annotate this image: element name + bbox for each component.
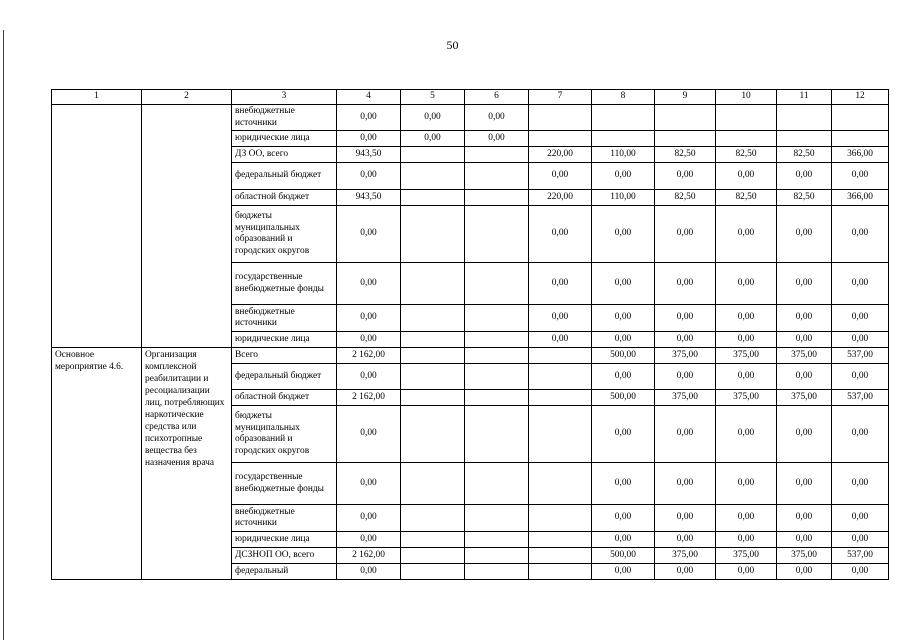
amount-cell: 0,00: [337, 305, 401, 332]
activity-name-cell: [52, 105, 142, 348]
amount-cell: [465, 390, 529, 406]
amount-cell: 375,00: [716, 390, 777, 406]
funding-source-label: федеральный: [232, 564, 337, 580]
funding-source-label: бюджеты муниципальных образований и городских округов: [232, 206, 337, 263]
amount-cell: 0,00: [529, 263, 592, 305]
amount-cell: [529, 463, 592, 505]
amount-cell: [465, 305, 529, 332]
amount-cell: 0,00: [716, 364, 777, 390]
amount-cell: 537,00: [832, 348, 889, 364]
amount-cell: [529, 548, 592, 564]
amount-cell: 0,00: [655, 163, 716, 190]
amount-cell: 110,00: [592, 147, 655, 163]
amount-cell: [529, 390, 592, 406]
amount-cell: 0,00: [832, 406, 889, 463]
amount-cell: 0,00: [832, 305, 889, 332]
amount-cell: 0,00: [465, 105, 529, 131]
funding-source-label: федеральный бюджет: [232, 364, 337, 390]
amount-cell: 0,00: [337, 332, 401, 348]
amount-cell: 0,00: [592, 263, 655, 305]
amount-cell: [401, 147, 465, 163]
amount-cell: 0,00: [716, 406, 777, 463]
amount-cell: 0,00: [337, 505, 401, 532]
amount-cell: 0,00: [716, 206, 777, 263]
table-row: [52, 348, 889, 364]
amount-cell: 500,00: [592, 390, 655, 406]
amount-cell: [401, 505, 465, 532]
amount-cell: [529, 348, 592, 364]
column-number: 11: [777, 90, 832, 105]
column-number: 6: [465, 90, 529, 105]
amount-cell: [716, 105, 777, 131]
amount-cell: 220,00: [529, 147, 592, 163]
amount-cell: 943,50: [337, 190, 401, 206]
funding-source-label: юридические лица: [232, 532, 337, 548]
amount-cell: 375,00: [777, 390, 832, 406]
amount-cell: 220,00: [529, 190, 592, 206]
funding-source-label: государственные внебюджетные фонды: [232, 463, 337, 505]
amount-cell: 0,00: [337, 532, 401, 548]
amount-cell: 0,00: [592, 206, 655, 263]
amount-cell: 0,00: [337, 564, 401, 580]
amount-cell: [465, 532, 529, 548]
amount-cell: [401, 364, 465, 390]
amount-cell: 82,50: [777, 190, 832, 206]
amount-cell: 0,00: [592, 564, 655, 580]
amount-cell: 0,00: [529, 163, 592, 190]
budget-table: [51, 89, 889, 580]
amount-cell: [401, 206, 465, 263]
funding-source-label: бюджеты муниципальных образований и городских округов: [232, 406, 337, 463]
amount-cell: 0,00: [337, 406, 401, 463]
amount-cell: 0,00: [529, 332, 592, 348]
funding-source-label: ДЗ ОО, всего: [232, 147, 337, 163]
column-number: 5: [401, 90, 465, 105]
column-number: 2: [142, 90, 232, 105]
amount-cell: 366,00: [832, 147, 889, 163]
amount-cell: [401, 532, 465, 548]
column-number: 8: [592, 90, 655, 105]
column-number-row: [52, 90, 889, 105]
amount-cell: 0,00: [832, 505, 889, 532]
page-edge-line: [3, 30, 4, 640]
page-number: 50: [446, 38, 459, 52]
amount-cell: [465, 163, 529, 190]
amount-cell: 82,50: [777, 147, 832, 163]
amount-cell: [655, 105, 716, 131]
amount-cell: [465, 406, 529, 463]
amount-cell: 0,00: [832, 532, 889, 548]
funding-source-label: внебюджетные источники: [232, 105, 337, 131]
amount-cell: 0,00: [655, 305, 716, 332]
amount-cell: [777, 105, 832, 131]
amount-cell: [465, 348, 529, 364]
amount-cell: 0,00: [592, 332, 655, 348]
amount-cell: 0,00: [777, 263, 832, 305]
table-row: [52, 105, 889, 131]
amount-cell: 0,00: [777, 206, 832, 263]
activity-description-cell: Организация комплексной реабилитации и ресоциализации лиц, потребляющих наркотические средства или психотропные вещества без назначения врача: [142, 348, 232, 580]
amount-cell: 0,00: [777, 463, 832, 505]
amount-cell: 0,00: [655, 463, 716, 505]
activity-name-cell: Основное мероприятие 4.6.: [52, 348, 142, 580]
amount-cell: 0,00: [655, 332, 716, 348]
column-number: 10: [716, 90, 777, 105]
amount-cell: [832, 131, 889, 147]
budget-table-body: [52, 90, 889, 580]
amount-cell: 0,00: [777, 505, 832, 532]
funding-source-label: областной бюджет: [232, 190, 337, 206]
amount-cell: 375,00: [716, 548, 777, 564]
amount-cell: [465, 332, 529, 348]
amount-cell: 0,00: [716, 332, 777, 348]
amount-cell: [401, 163, 465, 190]
amount-cell: 0,00: [529, 206, 592, 263]
amount-cell: 0,00: [337, 364, 401, 390]
amount-cell: 537,00: [832, 390, 889, 406]
funding-source-label: внебюджетные источники: [232, 305, 337, 332]
amount-cell: 375,00: [777, 348, 832, 364]
amount-cell: 0,00: [832, 332, 889, 348]
amount-cell: [401, 548, 465, 564]
funding-source-label: внебюджетные источники: [232, 505, 337, 532]
amount-cell: [401, 406, 465, 463]
amount-cell: 0,00: [832, 463, 889, 505]
amount-cell: 2 162,00: [337, 390, 401, 406]
amount-cell: 0,00: [592, 163, 655, 190]
amount-cell: [529, 505, 592, 532]
funding-source-label: государственные внебюджетные фонды: [232, 263, 337, 305]
funding-source-label: областной бюджет: [232, 390, 337, 406]
amount-cell: 82,50: [655, 147, 716, 163]
amount-cell: 82,50: [655, 190, 716, 206]
amount-cell: 0,00: [655, 263, 716, 305]
amount-cell: [401, 564, 465, 580]
amount-cell: 0,00: [592, 463, 655, 505]
amount-cell: [465, 263, 529, 305]
amount-cell: 2 162,00: [337, 548, 401, 564]
amount-cell: [529, 131, 592, 147]
column-number: 9: [655, 90, 716, 105]
amount-cell: 0,00: [655, 364, 716, 390]
amount-cell: 0,00: [777, 564, 832, 580]
amount-cell: 0,00: [655, 505, 716, 532]
amount-cell: [465, 147, 529, 163]
amount-cell: 375,00: [655, 390, 716, 406]
column-number: 12: [832, 90, 889, 105]
amount-cell: 0,00: [777, 406, 832, 463]
amount-cell: 0,00: [465, 131, 529, 147]
amount-cell: 0,00: [777, 332, 832, 348]
amount-cell: [529, 105, 592, 131]
amount-cell: [465, 364, 529, 390]
amount-cell: 0,00: [592, 364, 655, 390]
funding-source-label: юридические лица: [232, 332, 337, 348]
amount-cell: [465, 505, 529, 532]
amount-cell: [655, 131, 716, 147]
amount-cell: 0,00: [716, 163, 777, 190]
amount-cell: [465, 564, 529, 580]
amount-cell: 2 162,00: [337, 348, 401, 364]
amount-cell: [401, 305, 465, 332]
amount-cell: 0,00: [337, 105, 401, 131]
column-number: 4: [337, 90, 401, 105]
amount-cell: [465, 463, 529, 505]
amount-cell: 0,00: [655, 564, 716, 580]
amount-cell: 0,00: [716, 263, 777, 305]
amount-cell: 537,00: [832, 548, 889, 564]
amount-cell: [401, 190, 465, 206]
amount-cell: [529, 406, 592, 463]
amount-cell: 0,00: [777, 532, 832, 548]
amount-cell: 500,00: [592, 348, 655, 364]
amount-cell: 375,00: [777, 548, 832, 564]
amount-cell: [592, 105, 655, 131]
amount-cell: [401, 263, 465, 305]
amount-cell: 110,00: [592, 190, 655, 206]
amount-cell: 0,00: [401, 105, 465, 131]
amount-cell: 0,00: [832, 263, 889, 305]
funding-source-label: юридические лица: [232, 131, 337, 147]
amount-cell: 943,50: [337, 147, 401, 163]
amount-cell: 0,00: [832, 206, 889, 263]
column-number: 3: [232, 90, 337, 105]
amount-cell: [716, 131, 777, 147]
amount-cell: 0,00: [337, 163, 401, 190]
amount-cell: 0,00: [716, 532, 777, 548]
amount-cell: [777, 131, 832, 147]
amount-cell: 0,00: [592, 406, 655, 463]
amount-cell: 0,00: [655, 206, 716, 263]
amount-cell: 0,00: [777, 163, 832, 190]
funding-source-label: Всего: [232, 348, 337, 364]
amount-cell: [401, 332, 465, 348]
amount-cell: 0,00: [832, 163, 889, 190]
amount-cell: [592, 131, 655, 147]
amount-cell: 82,50: [716, 190, 777, 206]
amount-cell: [529, 364, 592, 390]
amount-cell: [401, 463, 465, 505]
amount-cell: 0,00: [777, 305, 832, 332]
funding-source-label: федеральный бюджет: [232, 163, 337, 190]
amount-cell: [832, 105, 889, 131]
amount-cell: 375,00: [655, 548, 716, 564]
amount-cell: [401, 348, 465, 364]
amount-cell: 0,00: [716, 505, 777, 532]
amount-cell: 366,00: [832, 190, 889, 206]
amount-cell: 0,00: [337, 263, 401, 305]
amount-cell: 0,00: [337, 463, 401, 505]
amount-cell: 0,00: [529, 305, 592, 332]
amount-cell: 0,00: [592, 532, 655, 548]
amount-cell: [529, 564, 592, 580]
amount-cell: 0,00: [401, 131, 465, 147]
amount-cell: 0,00: [337, 206, 401, 263]
amount-cell: 0,00: [832, 564, 889, 580]
amount-cell: 82,50: [716, 147, 777, 163]
amount-cell: [465, 190, 529, 206]
amount-cell: 0,00: [592, 505, 655, 532]
column-number: 7: [529, 90, 592, 105]
amount-cell: 375,00: [716, 348, 777, 364]
amount-cell: [465, 548, 529, 564]
amount-cell: 0,00: [655, 406, 716, 463]
amount-cell: 0,00: [832, 364, 889, 390]
amount-cell: 500,00: [592, 548, 655, 564]
amount-cell: 0,00: [777, 364, 832, 390]
funding-source-label: ДСЗНОП ОО, всего: [232, 548, 337, 564]
amount-cell: [401, 390, 465, 406]
amount-cell: 0,00: [592, 305, 655, 332]
activity-description-cell: [142, 105, 232, 348]
amount-cell: 0,00: [337, 131, 401, 147]
amount-cell: 0,00: [716, 305, 777, 332]
column-number: 1: [52, 90, 142, 105]
amount-cell: 0,00: [655, 532, 716, 548]
amount-cell: 0,00: [716, 463, 777, 505]
amount-cell: 0,00: [716, 564, 777, 580]
amount-cell: [465, 206, 529, 263]
amount-cell: 375,00: [655, 348, 716, 364]
amount-cell: [529, 532, 592, 548]
